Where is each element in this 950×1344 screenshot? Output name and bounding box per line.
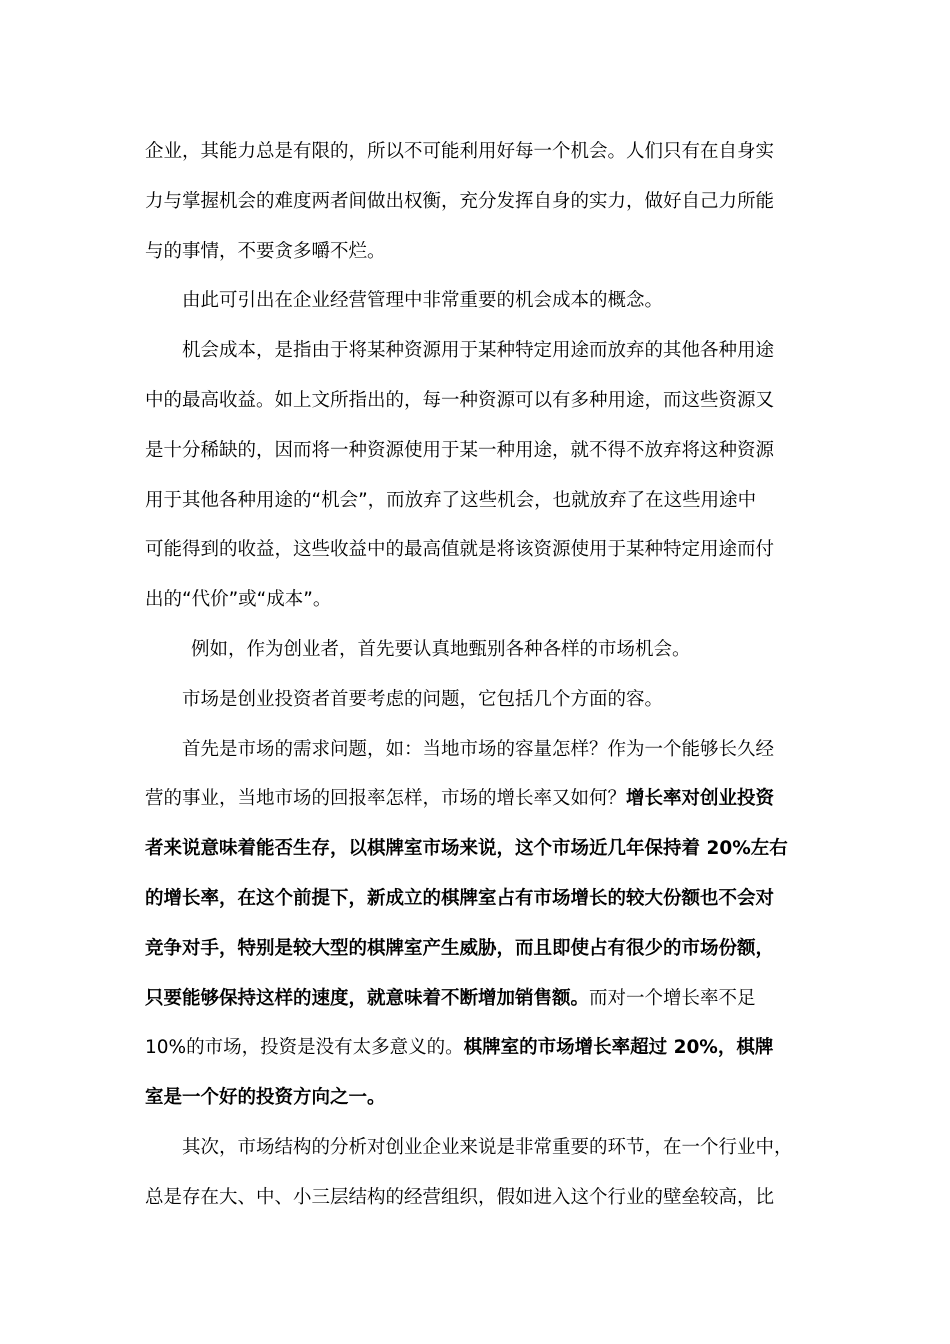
text-run: 与的事情，不要贪多嚼不烂。 <box>145 240 386 262</box>
text-run: 总是存在大、中、小三层结构的经营组织，假如进入这个行业的壁垒较高，比 <box>145 1186 775 1208</box>
text-run: 市场是创业投资者首要考虑的问题，它包括几个方面的容。 <box>182 688 664 710</box>
text-line <box>145 476 825 526</box>
text-line <box>145 725 825 775</box>
text-line <box>145 824 825 874</box>
text-run: 中的最高收益。如上文所指出的，每一种资源可以有多种用途，而这些资源又 <box>145 389 775 411</box>
text-line <box>145 276 825 326</box>
text-line <box>145 326 825 376</box>
text-run: 首先是市场的需求问题，如：当地市场的容量怎样？作为一个能够长久经 <box>182 738 775 760</box>
text-line <box>145 1073 825 1123</box>
text-line <box>145 675 825 725</box>
bold-text-run: 者来说意味着能否生存，以棋牌室市场来说，这个市场近几年保持着 20%左右 <box>145 838 788 860</box>
text-line <box>145 1023 825 1073</box>
text-line <box>145 625 825 675</box>
text-line <box>145 774 825 824</box>
bold-text-run: 增长率对创业投资 <box>626 788 775 810</box>
text-line <box>145 376 825 426</box>
bold-text-run: 棋牌室的市场增长率超过 20%，棋牌 <box>463 1037 774 1059</box>
text-run: 出的“代价”或“成本”。 <box>145 589 332 611</box>
bold-text-run: 的增长率，在这个前提下，新成立的棋牌室占有市场增长的较大份额也不会对 <box>145 887 775 909</box>
text-line <box>145 575 825 625</box>
text-run: 是十分稀缺的，因而将一种资源使用于某一种用途，就不得不放弃将这种资源 <box>145 439 775 461</box>
text-line <box>145 924 825 974</box>
text-run: 企业，其能力总是有限的，所以不可能利用好每一个机会。人们只有在自身实 <box>145 141 775 162</box>
text-run: 力与掌握机会的难度两者间做出权衡，充分发挥自身的实力，做好自己力所能 <box>145 190 775 212</box>
bold-text-run: 室是一个好的投资方向之一。 <box>145 1087 386 1109</box>
text-run: 由此可引出在企业经营管理中非常重要的机会成本的概念。 <box>182 290 664 312</box>
bold-text-run: 竞争对手，特别是较大型的棋牌室产生威胁，而且即使占有很少的市场份额， <box>145 937 775 959</box>
text-line <box>145 525 825 575</box>
text-run: 机会成本，是指由于将某种资源用于某种特定用途而放弃的其他各种用途 <box>182 340 775 362</box>
text-run: 而对一个增长率不足 <box>589 987 756 1009</box>
text-line <box>145 177 825 227</box>
text-line <box>145 227 825 277</box>
document-body <box>145 127 825 1223</box>
text-line <box>145 426 825 476</box>
text-run: 可能得到的收益，这些收益中的最高值就是将该资源使用于某种特定用途而付 <box>145 539 775 561</box>
text-run: 10%的市场，投资是没有太多意义的。 <box>145 1037 464 1059</box>
text-line <box>145 874 825 924</box>
text-run: 其次，市场结构的分析对创业企业来说是非常重要的环节，在一个行业中， <box>182 1136 793 1158</box>
text-line <box>145 127 825 177</box>
text-run: 用于其他各种用途的“机会”，而放弃了这些机会，也就放弃了在这些用途中 <box>145 489 757 511</box>
text-run: 营的事业，当地市场的回报率怎样，市场的增长率又如何？ <box>145 788 627 810</box>
bold-text-run: 只要能够保持这样的速度，就意味着不断增加销售额。 <box>145 987 590 1009</box>
text-line <box>145 1173 825 1223</box>
text-line <box>145 1123 825 1173</box>
text-line <box>145 974 825 1024</box>
text-run: 例如，作为创业者，首先要认真地甄别各种各样的市场机会。 <box>191 638 691 660</box>
